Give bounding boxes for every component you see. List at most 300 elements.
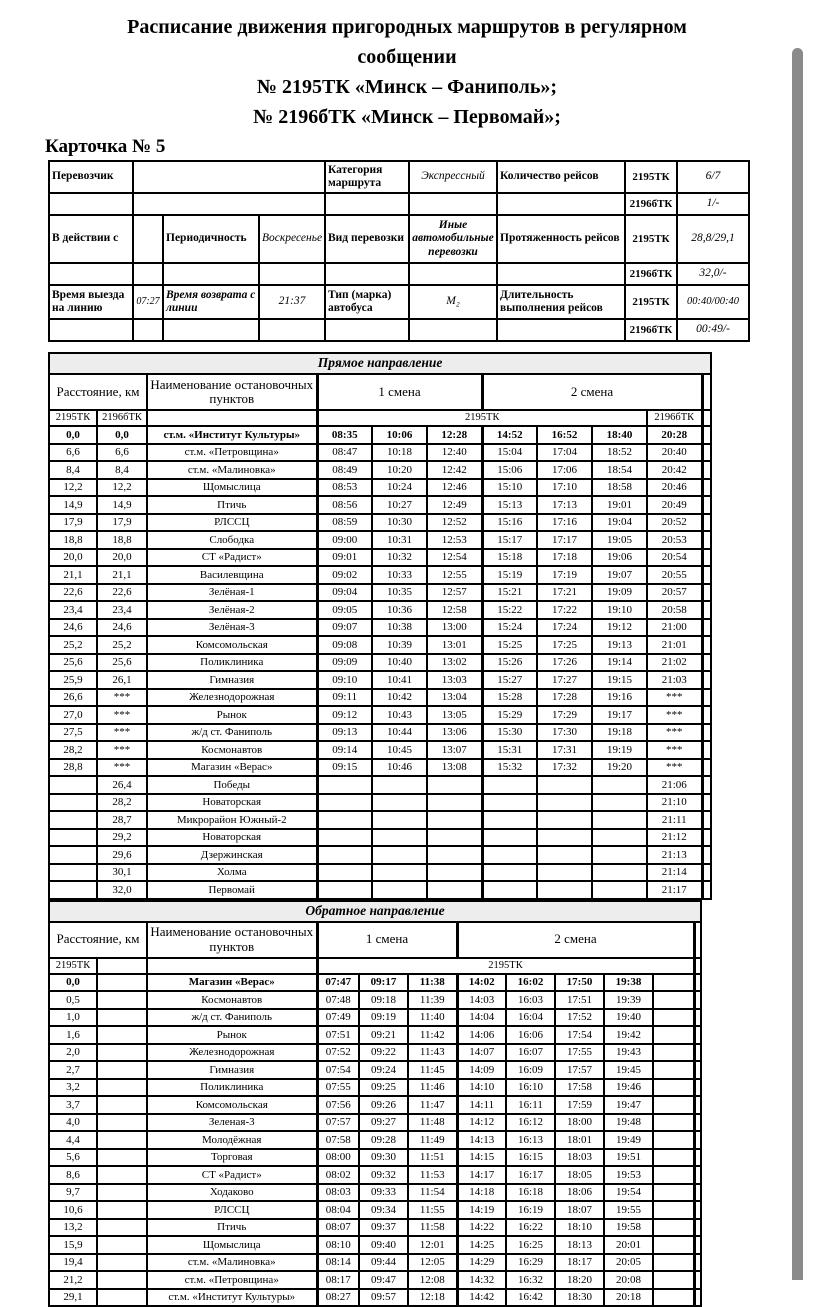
distance-2196-cell: 23,4 xyxy=(97,601,147,619)
stop-name-cell: Комсомольская xyxy=(147,1096,317,1114)
stop-name-cell: Поликлиника xyxy=(147,1079,317,1097)
distance-2196-cell: 25,6 xyxy=(97,654,147,672)
distance-2196-cell: *** xyxy=(97,689,147,707)
time-cell: 08:35 xyxy=(317,426,372,444)
time-cell: 20:58 xyxy=(647,601,702,619)
time-cell: 20:54 xyxy=(647,549,702,567)
distance-2196-cell: 12,2 xyxy=(97,479,147,497)
time-cell: 10:36 xyxy=(372,601,427,619)
time-cell: 10:38 xyxy=(372,619,427,637)
time-cell: 16:52 xyxy=(537,426,592,444)
edge-cell xyxy=(694,974,701,992)
time-cell: 10:31 xyxy=(372,531,427,549)
schedule-row xyxy=(49,1096,701,1114)
distance-2195-cell: 18,8 xyxy=(49,531,97,549)
time-cell: 10:18 xyxy=(372,444,427,462)
distance-2195-cell: 15,9 xyxy=(49,1236,97,1254)
edge-cell xyxy=(702,374,711,410)
time-cell: 16:09 xyxy=(506,1061,555,1079)
time-cell: 08:27 xyxy=(317,1289,359,1307)
time-cell: 19:51 xyxy=(604,1149,653,1167)
time-cell: 19:47 xyxy=(604,1096,653,1114)
length-value-1: 28,8/29,1 xyxy=(677,215,749,263)
time-cell: 10:44 xyxy=(372,724,427,742)
time-cell: 12:18 xyxy=(408,1289,457,1307)
time-cell xyxy=(427,811,482,829)
time-cell: 14:52 xyxy=(482,426,537,444)
stop-name-cell: Зеленая-3 xyxy=(147,1114,317,1132)
time-cell: 16:25 xyxy=(506,1236,555,1254)
time-cell xyxy=(372,846,427,864)
time-cell: 12:49 xyxy=(427,496,482,514)
distance-2195-cell: 0,0 xyxy=(49,426,97,444)
empty-cell xyxy=(653,1131,694,1149)
edge-cell xyxy=(702,426,711,444)
edge-cell xyxy=(694,1096,701,1114)
time-cell: 12:40 xyxy=(427,444,482,462)
time-cell: 21:10 xyxy=(647,794,702,812)
time-cell: 16:07 xyxy=(506,1044,555,1062)
empty-cell xyxy=(653,1254,694,1272)
distance-2195-cell: 28,2 xyxy=(49,741,97,759)
schedule-row xyxy=(49,549,711,567)
time-cell xyxy=(537,811,592,829)
stop-name-cell: Железнодорожная xyxy=(147,689,317,707)
distance-empty-cell xyxy=(97,991,147,1009)
time-cell: 11:47 xyxy=(408,1096,457,1114)
stop-name-cell: ж/д ст. Фаниполь xyxy=(147,724,317,742)
stop-name-cell: Рынок xyxy=(147,1026,317,1044)
time-cell: 12:08 xyxy=(408,1271,457,1289)
title-line-1: Расписание движения пригородных маршрутов в регулярном xyxy=(42,12,772,42)
time-cell xyxy=(372,881,427,899)
time-cell: 10:24 xyxy=(372,479,427,497)
time-cell: 19:53 xyxy=(604,1166,653,1184)
time-cell: 18:20 xyxy=(555,1271,604,1289)
distance-empty-cell xyxy=(97,1079,147,1097)
time-cell: 09:25 xyxy=(359,1079,408,1097)
time-cell: 17:51 xyxy=(555,991,604,1009)
time-cell: 14:03 xyxy=(457,991,506,1009)
stop-name-cell: ст.м. «Петровщина» xyxy=(147,1271,317,1289)
valid-from-value-cell xyxy=(133,215,163,263)
schedule-row xyxy=(49,1254,701,1272)
time-cell: 10:20 xyxy=(372,461,427,479)
time-cell: 21:14 xyxy=(647,864,702,882)
time-cell: 18:52 xyxy=(592,444,647,462)
time-cell: 20:08 xyxy=(604,1271,653,1289)
time-cell xyxy=(372,864,427,882)
schedule-row xyxy=(49,1009,701,1027)
empty-cell xyxy=(653,1201,694,1219)
time-cell: 09:12 xyxy=(317,706,372,724)
edge-cell xyxy=(702,689,711,707)
time-cell xyxy=(317,776,372,794)
empty-cell xyxy=(409,193,497,215)
edge-cell xyxy=(694,1201,701,1219)
distance-2196-cell: 21,1 xyxy=(97,566,147,584)
distance-empty-cell xyxy=(97,1026,147,1044)
time-cell: 20:46 xyxy=(647,479,702,497)
time-cell: 18:58 xyxy=(592,479,647,497)
time-cell: 17:55 xyxy=(555,1044,604,1062)
distance-2195-cell: 21,1 xyxy=(49,566,97,584)
time-cell xyxy=(427,846,482,864)
distance-2195-cell: 2,7 xyxy=(49,1061,97,1079)
time-cell: 14:22 xyxy=(457,1219,506,1237)
time-cell: 08:56 xyxy=(317,496,372,514)
distance-2195-cell: 25,9 xyxy=(49,671,97,689)
time-cell: 09:19 xyxy=(359,1009,408,1027)
sub-route-1: 2195ТК xyxy=(49,958,97,974)
stop-name-cell: Зелёная-2 xyxy=(147,601,317,619)
distance-2196-cell: 14,9 xyxy=(97,496,147,514)
time-cell: 14:04 xyxy=(457,1009,506,1027)
route-2-code: 2196бТК xyxy=(625,319,677,341)
schedule-row xyxy=(49,1166,701,1184)
time-cell: 11:42 xyxy=(408,1026,457,1044)
time-cell: 08:07 xyxy=(317,1219,359,1237)
edge-cell xyxy=(702,811,711,829)
distance-2195-cell xyxy=(49,776,97,794)
schedule-row xyxy=(49,479,711,497)
periodicity-label: Периодичность xyxy=(163,215,259,263)
empty-cell xyxy=(49,193,133,215)
time-cell: 11:39 xyxy=(408,991,457,1009)
schedule-row xyxy=(49,496,711,514)
time-cell xyxy=(592,776,647,794)
time-cell: 09:14 xyxy=(317,741,372,759)
empty-cell xyxy=(653,991,694,1009)
time-cell xyxy=(482,811,537,829)
time-cell: 14:17 xyxy=(457,1166,506,1184)
line-out-label: Время выезда на линию xyxy=(49,285,133,319)
distance-2195-cell: 19,4 xyxy=(49,1254,97,1272)
time-cell: 08:59 xyxy=(317,514,372,532)
time-cell xyxy=(592,794,647,812)
schedule-row xyxy=(49,1131,701,1149)
time-cell: 17:30 xyxy=(537,724,592,742)
time-cell: 14:42 xyxy=(457,1289,506,1307)
page-title xyxy=(42,12,772,132)
time-cell: 13:04 xyxy=(427,689,482,707)
edge-cell xyxy=(702,881,711,899)
time-cell: 09:32 xyxy=(359,1166,408,1184)
time-cell: 15:31 xyxy=(482,741,537,759)
time-cell: 10:40 xyxy=(372,654,427,672)
carrier-value-cell xyxy=(133,161,325,193)
schedule-row xyxy=(49,776,711,794)
distance-2195-cell xyxy=(49,881,97,899)
time-cell: 20:18 xyxy=(604,1289,653,1307)
distance-2196-cell: 0,0 xyxy=(97,426,147,444)
time-cell: *** xyxy=(647,689,702,707)
route-1-code: 2195ТК xyxy=(625,215,677,263)
edge-cell xyxy=(702,496,711,514)
empty-cell xyxy=(259,263,325,285)
distance-2196-cell: 18,8 xyxy=(97,531,147,549)
distance-empty-cell xyxy=(97,1009,147,1027)
distance-empty-cell xyxy=(97,1201,147,1219)
stop-name-cell: Гимназия xyxy=(147,671,317,689)
distance-empty-cell xyxy=(97,1149,147,1167)
time-cell: 17:26 xyxy=(537,654,592,672)
time-cell: 14:02 xyxy=(457,974,506,992)
schedule-row xyxy=(49,864,711,882)
time-cell xyxy=(317,794,372,812)
time-cell: 08:04 xyxy=(317,1201,359,1219)
distance-empty-cell xyxy=(97,1219,147,1237)
time-cell: *** xyxy=(647,724,702,742)
edge-cell xyxy=(702,410,711,426)
stop-name-cell: Первомай xyxy=(147,881,317,899)
time-cell xyxy=(427,776,482,794)
time-cell: 07:55 xyxy=(317,1079,359,1097)
schedule-row xyxy=(49,829,711,847)
distance-header: Расстояние, км xyxy=(49,374,147,410)
time-cell: 17:32 xyxy=(537,759,592,777)
schedule-row xyxy=(49,444,711,462)
time-cell: 18:05 xyxy=(555,1166,604,1184)
scrollbar-thumb[interactable] xyxy=(792,48,803,1280)
schedule-row xyxy=(49,706,711,724)
schedule-row xyxy=(49,671,711,689)
stop-name-cell: Василевщина xyxy=(147,566,317,584)
service-type-value: Иные автомобильные перевозки xyxy=(409,215,497,263)
distance-2195-cell: 12,2 xyxy=(49,479,97,497)
stop-name-cell: РЛССЦ xyxy=(147,1201,317,1219)
duration-value-1: 00:40/00:40 xyxy=(677,285,749,319)
time-cell: 12:05 xyxy=(408,1254,457,1272)
time-cell: 09:47 xyxy=(359,1271,408,1289)
time-cell: 12:57 xyxy=(427,584,482,602)
empty-cell xyxy=(653,1079,694,1097)
time-cell: 09:30 xyxy=(359,1149,408,1167)
time-cell: 10:32 xyxy=(372,549,427,567)
time-cell xyxy=(372,829,427,847)
time-cell: 10:33 xyxy=(372,566,427,584)
time-cell: 10:43 xyxy=(372,706,427,724)
edge-cell xyxy=(694,1079,701,1097)
periodicity-value: Воскресенье xyxy=(259,215,325,263)
time-cell xyxy=(592,829,647,847)
edge-cell xyxy=(702,776,711,794)
time-cell: 09:11 xyxy=(317,689,372,707)
stop-name-cell: СТ «Радист» xyxy=(147,1166,317,1184)
line-return-label: Время возврата с линии xyxy=(163,285,259,319)
time-cell xyxy=(372,811,427,829)
schedule-row xyxy=(49,1026,701,1044)
distance-2195-cell: 8,4 xyxy=(49,461,97,479)
time-cell: 21:01 xyxy=(647,636,702,654)
time-cell: 17:18 xyxy=(537,549,592,567)
time-cell: 14:10 xyxy=(457,1079,506,1097)
time-cell: 16:04 xyxy=(506,1009,555,1027)
edge-cell xyxy=(694,1026,701,1044)
empty-cell xyxy=(653,974,694,992)
schedule-row xyxy=(49,741,711,759)
forward-table xyxy=(48,352,712,900)
time-cell: 09:27 xyxy=(359,1114,408,1132)
edge-cell xyxy=(694,958,701,974)
distance-2195-cell: 2,0 xyxy=(49,1044,97,1062)
time-cell: 14:09 xyxy=(457,1061,506,1079)
time-cell: 20:57 xyxy=(647,584,702,602)
time-cell: 11:49 xyxy=(408,1131,457,1149)
time-cell: 18:00 xyxy=(555,1114,604,1132)
edge-cell xyxy=(702,829,711,847)
title-line-4: № 2196бТК «Минск – Первомай»; xyxy=(42,102,772,132)
time-cell: 11:45 xyxy=(408,1061,457,1079)
distance-empty-cell xyxy=(97,1236,147,1254)
stop-name-cell: Птичь xyxy=(147,1219,317,1237)
stop-name-cell: Гимназия xyxy=(147,1061,317,1079)
time-cell: 09:33 xyxy=(359,1184,408,1202)
time-cell: 18:01 xyxy=(555,1131,604,1149)
stop-name-cell: Железнодорожная xyxy=(147,1044,317,1062)
empty-cell xyxy=(653,1289,694,1307)
time-cell xyxy=(537,864,592,882)
time-cell: 15:21 xyxy=(482,584,537,602)
time-cell: 19:06 xyxy=(592,549,647,567)
time-cell: 16:13 xyxy=(506,1131,555,1149)
empty-cell xyxy=(163,319,259,341)
time-cell: 09:10 xyxy=(317,671,372,689)
empty-cell xyxy=(147,410,317,426)
time-cell: 17:59 xyxy=(555,1096,604,1114)
stop-name-cell: Щомыслица xyxy=(147,479,317,497)
time-cell: 17:52 xyxy=(555,1009,604,1027)
empty-cell xyxy=(259,319,325,341)
schedule-row xyxy=(49,724,711,742)
stop-name-cell: Зелёная-1 xyxy=(147,584,317,602)
stop-name-cell: ст.м. «Петровщина» xyxy=(147,444,317,462)
time-cell: 19:46 xyxy=(604,1079,653,1097)
time-cell: 09:21 xyxy=(359,1026,408,1044)
distance-2195-cell: 3,7 xyxy=(49,1096,97,1114)
time-cell: 16:42 xyxy=(506,1289,555,1307)
edge-cell xyxy=(694,1044,701,1062)
time-cell: 08:14 xyxy=(317,1254,359,1272)
time-cell xyxy=(592,846,647,864)
time-cell xyxy=(317,881,372,899)
empty-cell xyxy=(133,193,325,215)
time-cell: 09:02 xyxy=(317,566,372,584)
title-line-2: сообщении xyxy=(42,42,772,72)
time-cell: 13:08 xyxy=(427,759,482,777)
edge-cell xyxy=(702,864,711,882)
time-cell: 19:58 xyxy=(604,1219,653,1237)
empty-cell xyxy=(653,1184,694,1202)
empty-cell xyxy=(409,263,497,285)
empty-cell xyxy=(653,1149,694,1167)
time-cell: 13:07 xyxy=(427,741,482,759)
title-line-3: № 2195ТК «Минск – Фаниполь»; xyxy=(42,72,772,102)
distance-empty-cell xyxy=(97,974,147,992)
time-cell: 17:27 xyxy=(537,671,592,689)
stop-name-cell: Птичь xyxy=(147,496,317,514)
time-cell: 12:28 xyxy=(427,426,482,444)
time-cell: 19:55 xyxy=(604,1201,653,1219)
time-cell: 20:49 xyxy=(647,496,702,514)
schedule-row xyxy=(49,1044,701,1062)
time-cell: 16:10 xyxy=(506,1079,555,1097)
time-cell: 19:16 xyxy=(592,689,647,707)
stop-name-cell: ст.м. «Малиновка» xyxy=(147,1254,317,1272)
time-cell: 10:06 xyxy=(372,426,427,444)
time-cell xyxy=(317,811,372,829)
distance-2195-cell: 13,2 xyxy=(49,1219,97,1237)
reverse-table xyxy=(48,900,702,1307)
schedule-row xyxy=(49,689,711,707)
distance-2196-cell: 17,9 xyxy=(97,514,147,532)
distance-2195-cell: 10,6 xyxy=(49,1201,97,1219)
time-cell: 15:24 xyxy=(482,619,537,637)
stop-name-cell: Щомыслица xyxy=(147,1236,317,1254)
shift2-header: 2 смена xyxy=(482,374,702,410)
time-cell xyxy=(537,846,592,864)
distance-2195-cell: 23,4 xyxy=(49,601,97,619)
distance-2195-cell: 29,1 xyxy=(49,1289,97,1307)
schedule-row xyxy=(49,619,711,637)
time-cell: 15:16 xyxy=(482,514,537,532)
distance-2195-cell: 8,6 xyxy=(49,1166,97,1184)
distance-2195-cell: 0,5 xyxy=(49,991,97,1009)
stop-name-cell: Холма xyxy=(147,864,317,882)
distance-2196-cell: 20,0 xyxy=(97,549,147,567)
empty-cell xyxy=(653,1061,694,1079)
edge-cell xyxy=(702,531,711,549)
time-cell: 21:03 xyxy=(647,671,702,689)
schedule-row xyxy=(49,811,711,829)
time-cell: 19:09 xyxy=(592,584,647,602)
time-cell: 20:40 xyxy=(647,444,702,462)
bus-type-value: М₂ xyxy=(409,285,497,319)
distance-2196-cell: *** xyxy=(97,724,147,742)
schedule-row xyxy=(49,1061,701,1079)
time-cell: 09:05 xyxy=(317,601,372,619)
stop-name-cell: Магазин «Верас» xyxy=(147,974,317,992)
time-cell: 21:17 xyxy=(647,881,702,899)
length-label: Протяженность рейсов xyxy=(497,215,625,263)
schedule-row xyxy=(49,1219,701,1237)
time-cell: 19:15 xyxy=(592,671,647,689)
time-cell: 09:00 xyxy=(317,531,372,549)
reverse-section-header: Обратное направление xyxy=(49,901,701,922)
edge-cell xyxy=(694,1061,701,1079)
time-cell: 15:04 xyxy=(482,444,537,462)
time-cell: 16:19 xyxy=(506,1201,555,1219)
empty-cell xyxy=(133,319,163,341)
trip-count-value-2: 1/- xyxy=(677,193,749,215)
time-cell: 07:58 xyxy=(317,1131,359,1149)
stop-name-cell: Магазин «Верас» xyxy=(147,759,317,777)
empty-cell xyxy=(653,1166,694,1184)
edge-cell xyxy=(694,991,701,1009)
duration-label: Длительность выполнения рейсов xyxy=(497,285,625,319)
time-cell: 21:02 xyxy=(647,654,702,672)
edge-cell xyxy=(694,1289,701,1307)
stop-name-cell: Слободка xyxy=(147,531,317,549)
time-cell xyxy=(317,829,372,847)
edge-cell xyxy=(702,636,711,654)
time-cell xyxy=(537,881,592,899)
time-cell: 07:52 xyxy=(317,1044,359,1062)
time-cell: 19:20 xyxy=(592,759,647,777)
schedule-row xyxy=(49,1289,701,1307)
time-cell xyxy=(592,811,647,829)
schedule-row xyxy=(49,531,711,549)
